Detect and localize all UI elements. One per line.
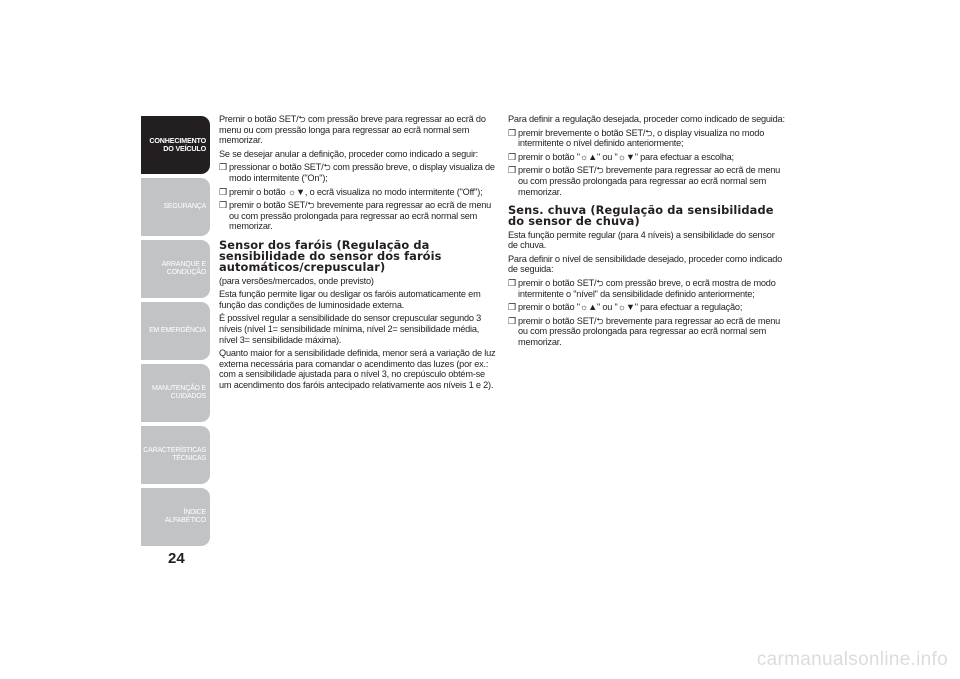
paragraph: Premir o botão SET/⮌ com pressão breve para regressar ao ecrã do menu ou com pressão longa para regressar ao ecrã normal sem memorizar. xyxy=(219,114,486,146)
list-item xyxy=(508,278,786,299)
list-item-text: premir o botão SET/⮌ brevemente para regressar ao ecrã de menu ou com pressão prolongada para regressar ao ecrã normal sem memorizar. xyxy=(518,165,781,197)
list-item-text: premir o botão SET/⮌ com pressão breve, o ecrã mostra de modo intermitente o "nível" da sensibilidade definido anteriormente; xyxy=(518,277,776,299)
tab-caracteristicas-tecnicas[interactable]: CARACTERÍSTICAS TÉCNICAS xyxy=(141,426,210,484)
checkbox-bullet-icon: ❒ xyxy=(508,151,516,162)
paragraph: É possível regular a sensibilidade do sensor crepuscular segundo 3 níveis (nível 1= sensibilidade mínima, nível 2= sensibilidade média, nível 3= sensibilidade máxima). xyxy=(219,313,482,345)
list-item-text: premir o botão SET/⮌ brevemente para regressar ao ecrã de menu ou com pressão prolongada para regressar ao ecrã normal sem memorizar. xyxy=(229,200,492,232)
chapter-tabs xyxy=(141,116,210,550)
list-item xyxy=(508,165,786,197)
list-item-text: premir o botão ☼▼, o ecrã visualiza no modo intermitente ("Off"); xyxy=(229,186,483,197)
tab-seguranca[interactable]: SEGURANÇA xyxy=(141,178,210,236)
list-item xyxy=(508,316,786,348)
paragraph: Para definir a regulação desejada, proceder como indicado de seguida: xyxy=(508,114,785,124)
right-column xyxy=(508,114,786,351)
page-number: 24 xyxy=(168,550,185,567)
checkbox-bullet-icon: ❒ xyxy=(219,162,227,173)
checkbox-bullet-icon: ❒ xyxy=(219,200,227,211)
tab-conhecimento-do-veiculo[interactable]: CONHECIMENTO DO VEÍCULO xyxy=(141,116,210,174)
checkbox-bullet-icon: ❒ xyxy=(508,277,516,288)
list-item xyxy=(508,128,786,149)
paragraph: Se se desejar anular a definição, proceder como indicado a seguir: xyxy=(219,148,479,159)
paragraph: Quanto maior for a sensibilidade definida, menor será a variação de luz externa necessária para comandar o acendimento das luzes (por ex.: com a sensibilidade ajustada para o nível 3, no crepúsculo obtém-se um acendimento dos faróis antecipado relativamente aos níveis 1 e 2). xyxy=(219,348,496,390)
list-item-text: premir o botão SET/⮌ brevemente para regressar ao ecrã de menu ou com pressão prolongada para regressar ao ecrã normal sem memorizar. xyxy=(518,315,781,347)
paragraph: Esta função permite ligar ou desligar os faróis automaticamente em função das condições de luminosidade externa. xyxy=(219,289,481,310)
checkbox-bullet-icon: ❒ xyxy=(508,315,516,326)
section-heading: Sens. chuva (Regulação da sensibilidade do sensor de chuva) xyxy=(508,203,774,229)
tab-em-emergencia[interactable]: EM EMERGÊNCIA xyxy=(141,302,210,360)
paragraph: (para versões/mercados, onde previsto) xyxy=(219,275,374,286)
paragraph: Para definir o nível de sensibilidade desejado, proceder como indicado de seguida: xyxy=(508,253,783,275)
list-item-text: premir o botão "☼▲" ou "☼▼" para efectuar a escolha; xyxy=(518,151,734,162)
checkbox-bullet-icon: ❒ xyxy=(508,302,516,313)
list-item-text: pressionar o botão SET/⮌ com pressão breve, o display visualiza de modo intermitente ("On"); xyxy=(229,162,495,183)
list-item xyxy=(508,302,786,313)
tab-arranque-e-conducao[interactable]: ARRANQUE E CONDUÇÃO xyxy=(141,240,210,298)
list-item xyxy=(219,200,497,232)
checkbox-bullet-icon: ❒ xyxy=(508,165,516,176)
list-item xyxy=(219,162,497,183)
checkbox-bullet-icon: ❒ xyxy=(219,186,227,197)
list-item xyxy=(219,187,497,198)
watermark-text: carmanualsonline.info xyxy=(756,649,948,670)
left-column xyxy=(219,114,497,393)
section-heading: Sensor dos faróis (Regulação da sensibilidade do sensor dos faróis automáticos/crepuscular) xyxy=(219,237,442,275)
tab-indice-alfabetico[interactable]: ÍNDICE ALFABÉTICO xyxy=(141,488,210,546)
list-item-text: premir brevemente o botão SET/⮌, o display visualiza no modo intermitente o nível definido anteriormente; xyxy=(518,127,765,149)
tab-manutencao-e-cuidados[interactable]: MANUTENÇÃO E CUIDADOS xyxy=(141,364,210,422)
list-item xyxy=(508,152,786,163)
list-item-text: premir o botão "☼▲" ou "☼▼" para efectuar a regulação; xyxy=(518,302,743,313)
paragraph: Esta função permite regular (para 4 níveis) a sensibilidade do sensor de chuva. xyxy=(508,229,775,251)
checkbox-bullet-icon: ❒ xyxy=(508,127,516,138)
